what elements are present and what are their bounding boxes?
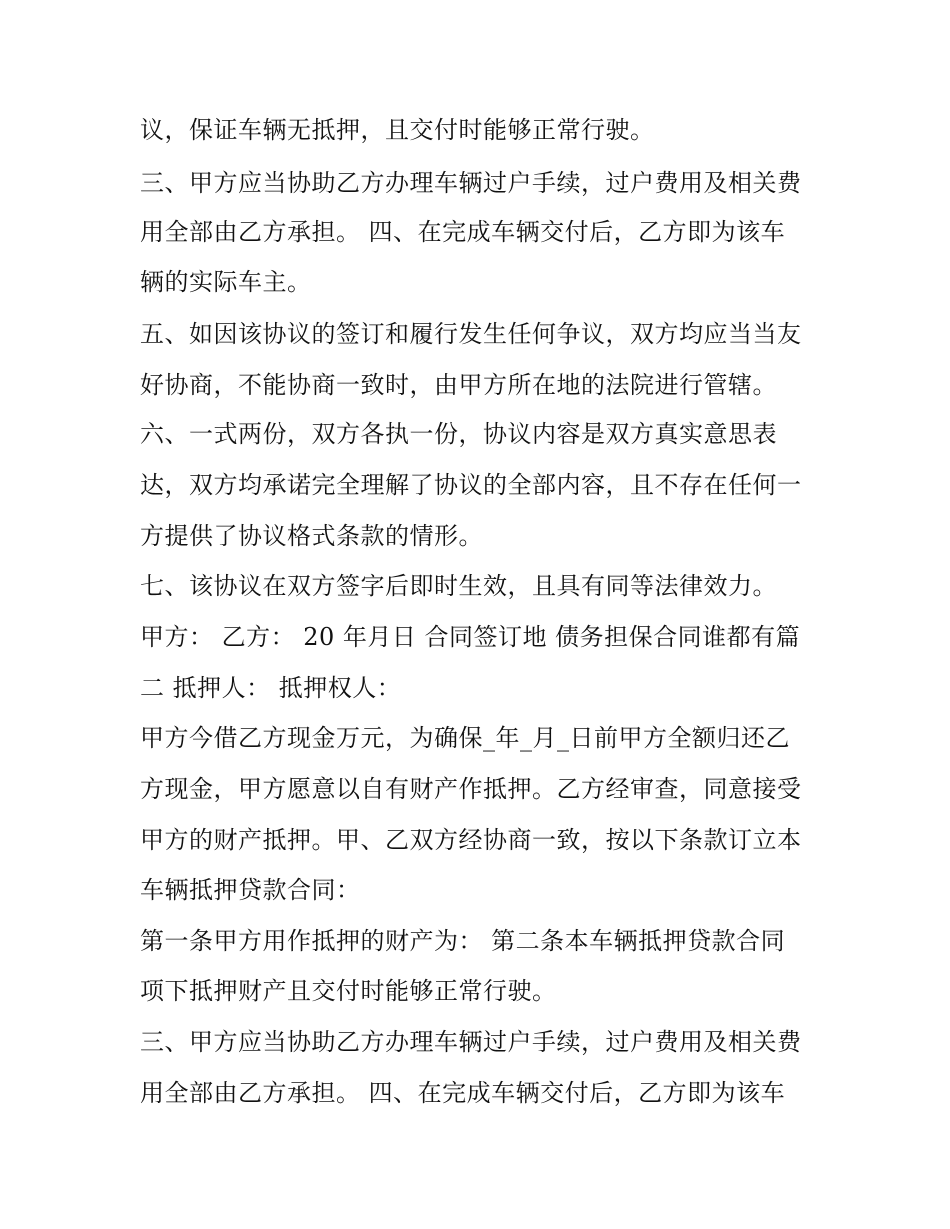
text-line: 辆的实际车主。: [140, 268, 312, 296]
text-line: 达，双方均承诺完全理解了协议的全部内容，且不存在任何一: [140, 471, 802, 499]
text-line: 七、该协议在双方签字后即时生效，且具有同等法律效力。: [140, 572, 777, 600]
text-line: 项下抵押财产且交付时能够正常行驶。: [140, 977, 557, 1005]
text-line: 六、一式两份，双方各执一份，协议内容是双方真实意思表: [140, 420, 777, 448]
text-line: 好协商，不能协商一致时，由甲方所在地的法院进行管辖。: [140, 371, 777, 399]
text-line: 甲方： 乙方： 20 年月日 合同签订地 债务担保合同谁都有篇: [140, 623, 801, 651]
text-line: 议，保证车辆无抵押，且交付时能够正常行驶。: [140, 116, 655, 144]
text-line: 甲方今借乙方现金万元，为确保_年_月_日前甲方全额归还乙: [140, 724, 790, 752]
text-line: 三、甲方应当协助乙方办理车辆过户手续，过户费用及相关费: [140, 169, 802, 197]
text-line: 方现金，甲方愿意以自有财产作抵押。乙方经审查，同意接受: [140, 775, 802, 803]
text-line: 五、如因该协议的签订和履行发生任何争议，双方均应当当友: [140, 320, 802, 348]
text-line: 车辆抵押贷款合同：: [140, 876, 361, 904]
text-line: 用全部由乙方承担。 四、在完成车辆交付后，乙方即为该车: [140, 1079, 786, 1107]
text-line: 三、甲方应当协助乙方办理车辆过户手续，过户费用及相关费: [140, 1028, 802, 1056]
text-line: 用全部由乙方承担。 四、在完成车辆交付后，乙方即为该车: [140, 218, 786, 246]
text-line: 方提供了协议格式条款的情形。: [140, 522, 483, 550]
text-line: 第一条甲方用作抵押的财产为： 第二条本车辆抵押贷款合同: [140, 927, 786, 955]
text-line: 甲方的财产抵押。甲、乙双方经协商一致，按以下条款订立本: [140, 826, 802, 854]
text-line: 二 抵押人： 抵押权人：: [140, 674, 402, 702]
